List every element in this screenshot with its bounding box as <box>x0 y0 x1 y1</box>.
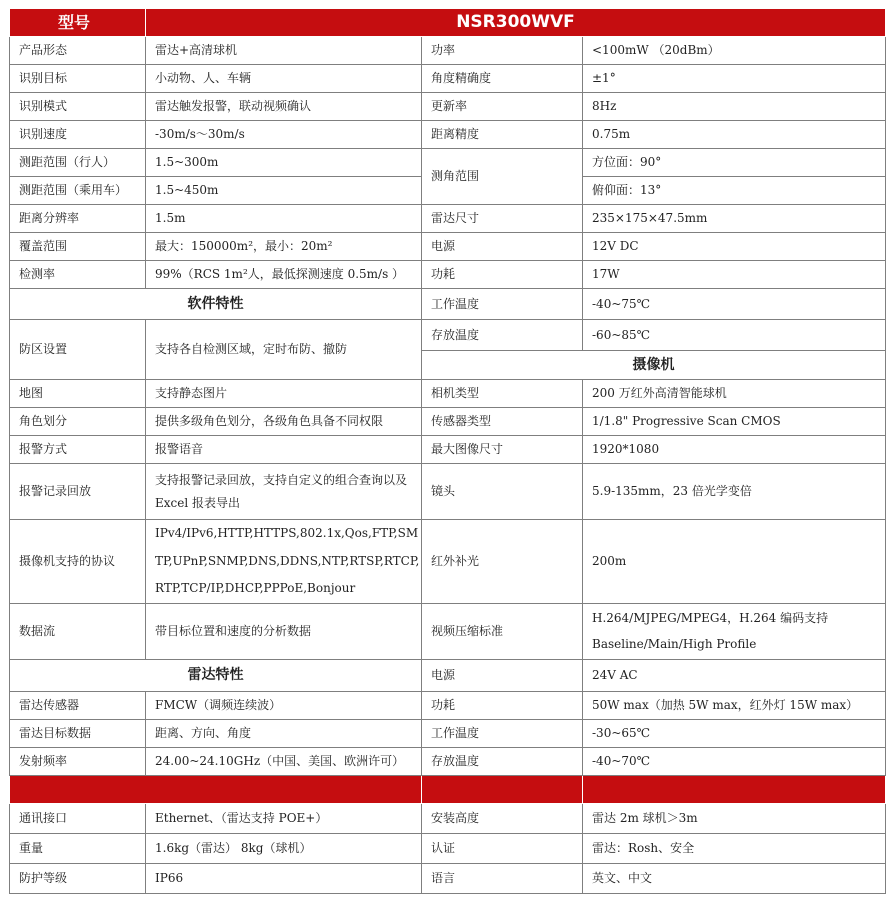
section-heading: 软件特性 <box>10 289 422 320</box>
spec-value: 雷达+高清球机 <box>146 37 422 65</box>
table-row <box>10 863 886 893</box>
spec-key: 视频压缩标准 <box>422 603 583 659</box>
table-row <box>10 121 886 149</box>
spec-key: 雷达传感器 <box>10 691 146 719</box>
spec-value: 1920*1080 <box>583 436 886 464</box>
spec-key: 更新率 <box>422 93 583 121</box>
spec-value: -40~70℃ <box>583 747 886 775</box>
spec-key: 数据流 <box>10 603 146 659</box>
spec-key: 测角范围 <box>422 149 583 205</box>
table-row <box>10 149 886 177</box>
spec-key: 功率 <box>422 37 583 65</box>
spec-value: 支持各自检测区域，定时布防、撤防 <box>146 320 422 380</box>
spec-value: IPv4/IPv6,HTTP,HTTPS,802.1x,Qos,FTP,SMTP,UPnP,SNMP,DNS,DDNS,NTP,RTSP,RTCP,RTP,TCP/IP,DHCP,PPPoE,Bonjour <box>146 520 422 604</box>
spec-value: <100mW （20dBm） <box>583 37 886 65</box>
section-heading: 雷达特性 <box>10 659 422 691</box>
spec-value: 24.00~24.10GHz（中国、美国、欧洲许可） <box>146 747 422 775</box>
table-row <box>10 719 886 747</box>
table-row <box>10 380 886 408</box>
spec-value: 200 万红外高清智能球机 <box>583 380 886 408</box>
spec-key: 角度精确度 <box>422 65 583 93</box>
spec-value: 雷达 2m 球机＞3m <box>583 803 886 833</box>
spec-value: 俯仰面：13° <box>583 177 886 205</box>
spec-value: 英文、中文 <box>583 863 886 893</box>
spec-key: 测距范围（行人） <box>10 149 146 177</box>
spec-key: 识别模式 <box>10 93 146 121</box>
spec-key: 识别速度 <box>10 121 146 149</box>
spec-key: 工作温度 <box>422 719 583 747</box>
spec-value: IP66 <box>146 863 422 893</box>
spec-value: 0.75m <box>583 121 886 149</box>
table-row <box>10 408 886 436</box>
spec-value: 小动物、人、车辆 <box>146 65 422 93</box>
spec-value: -60~85℃ <box>583 320 886 351</box>
spec-key: 相机类型 <box>422 380 583 408</box>
spec-value: 99%（RCS 1m²人，最低探测速度 0.5m/s ） <box>146 261 422 289</box>
model-label: 型号 <box>10 9 146 37</box>
spec-key: 镜头 <box>422 464 583 520</box>
spec-value: 最大：150000m²，最小：20m² <box>146 233 422 261</box>
empty-cell <box>583 775 886 803</box>
spec-key: 测距范围（乘用车） <box>10 177 146 205</box>
spec-key: 雷达尺寸 <box>422 205 583 233</box>
spec-key: 电源 <box>422 659 583 691</box>
table-row <box>10 691 886 719</box>
spec-value: 235×175×47.5mm <box>583 205 886 233</box>
spec-key: 功耗 <box>422 691 583 719</box>
spec-key: 摄像机支持的协议 <box>10 520 146 604</box>
spec-key: 角色划分 <box>10 408 146 436</box>
table-row <box>10 833 886 863</box>
spec-value: FMCW（调频连续波） <box>146 691 422 719</box>
system-physical-title <box>10 775 422 803</box>
section-heading: 摄像机 <box>422 351 886 380</box>
spec-value: -30m/s～30m/s <box>146 121 422 149</box>
spec-key: 语言 <box>422 863 583 893</box>
spec-value: 支持静态图片 <box>146 380 422 408</box>
table-row <box>10 603 886 659</box>
spec-key: 最大图像尺寸 <box>422 436 583 464</box>
spec-value: 1.5~300m <box>146 149 422 177</box>
spec-key: 产品形态 <box>10 37 146 65</box>
spec-value: 雷达触发报警，联动视频确认 <box>146 93 422 121</box>
spec-key: 识别目标 <box>10 65 146 93</box>
spec-value: -40~75℃ <box>583 289 886 320</box>
table-row <box>10 37 886 65</box>
spec-key: 距离分辨率 <box>10 205 146 233</box>
table-row <box>10 520 886 604</box>
spec-value: 200m <box>583 520 886 604</box>
spec-key: 报警记录回放 <box>10 464 146 520</box>
spec-value: 雷达：Rosh、安全 <box>583 833 886 863</box>
spec-key: 覆盖范围 <box>10 233 146 261</box>
spec-key: 存放温度 <box>422 747 583 775</box>
table-row <box>10 320 886 351</box>
spec-key: 检测率 <box>10 261 146 289</box>
spec-value: 报警语音 <box>146 436 422 464</box>
spec-key: 功耗 <box>422 261 583 289</box>
spec-value: 1.5~450m <box>146 177 422 205</box>
spec-value: Ethernet、（雷达支持 POE+） <box>146 803 422 833</box>
spec-value: 1.5m <box>146 205 422 233</box>
spec-value: 提供多级角色划分，各级角色具备不同权限 <box>146 408 422 436</box>
table-row <box>10 261 886 289</box>
spec-value: 1/1.8" Progressive Scan CMOS <box>583 408 886 436</box>
spec-value: 5.9-135mm，23 倍光学变倍 <box>583 464 886 520</box>
section-header-row <box>10 775 886 803</box>
spec-value: 距离、方向、角度 <box>146 719 422 747</box>
table-row <box>10 436 886 464</box>
spec-value: 方位面：90° <box>583 149 886 177</box>
table-row <box>10 65 886 93</box>
spec-key: 报警方式 <box>10 436 146 464</box>
header-row <box>10 9 886 37</box>
spec-key: 通讯接口 <box>10 803 146 833</box>
spec-value: ±1° <box>583 65 886 93</box>
spec-value: 12V DC <box>583 233 886 261</box>
table-row <box>10 803 886 833</box>
spec-key: 防护等级 <box>10 863 146 893</box>
empty-cell <box>422 775 583 803</box>
spec-key: 安装高度 <box>422 803 583 833</box>
spec-key: 发射频率 <box>10 747 146 775</box>
model-name: NSR300WVF <box>146 9 886 37</box>
spec-key: 重量 <box>10 833 146 863</box>
table-row <box>10 747 886 775</box>
spec-key: 雷达目标数据 <box>10 719 146 747</box>
spec-key: 认证 <box>422 833 583 863</box>
spec-value: 1.6kg（雷达） 8kg（球机） <box>146 833 422 863</box>
spec-table <box>9 8 886 894</box>
spec-value: -30~65℃ <box>583 719 886 747</box>
spec-value: 24V AC <box>583 659 886 691</box>
table-row <box>10 205 886 233</box>
spec-value: 50W max（加热 5W max，红外灯 15W max） <box>583 691 886 719</box>
table-row <box>10 659 886 691</box>
spec-key: 距离精度 <box>422 121 583 149</box>
spec-value: 支持报警记录回放，支持自定义的组合查询以及 Excel 报表导出 <box>146 464 422 520</box>
table-row <box>10 289 886 320</box>
spec-key: 存放温度 <box>422 320 583 351</box>
spec-key: 地图 <box>10 380 146 408</box>
spec-key: 工作温度 <box>422 289 583 320</box>
spec-key: 红外补光 <box>422 520 583 604</box>
table-row <box>10 233 886 261</box>
spec-key: 电源 <box>422 233 583 261</box>
spec-value: 8Hz <box>583 93 886 121</box>
spec-key: 防区设置 <box>10 320 146 380</box>
spec-value: H.264/MJPEG/MPEG4，H.264 编码支持 Baseline/Main/High Profile <box>583 603 886 659</box>
table-row <box>10 464 886 520</box>
table-row <box>10 93 886 121</box>
spec-value: 带目标位置和速度的分析数据 <box>146 603 422 659</box>
spec-value: 17W <box>583 261 886 289</box>
spec-key: 传感器类型 <box>422 408 583 436</box>
